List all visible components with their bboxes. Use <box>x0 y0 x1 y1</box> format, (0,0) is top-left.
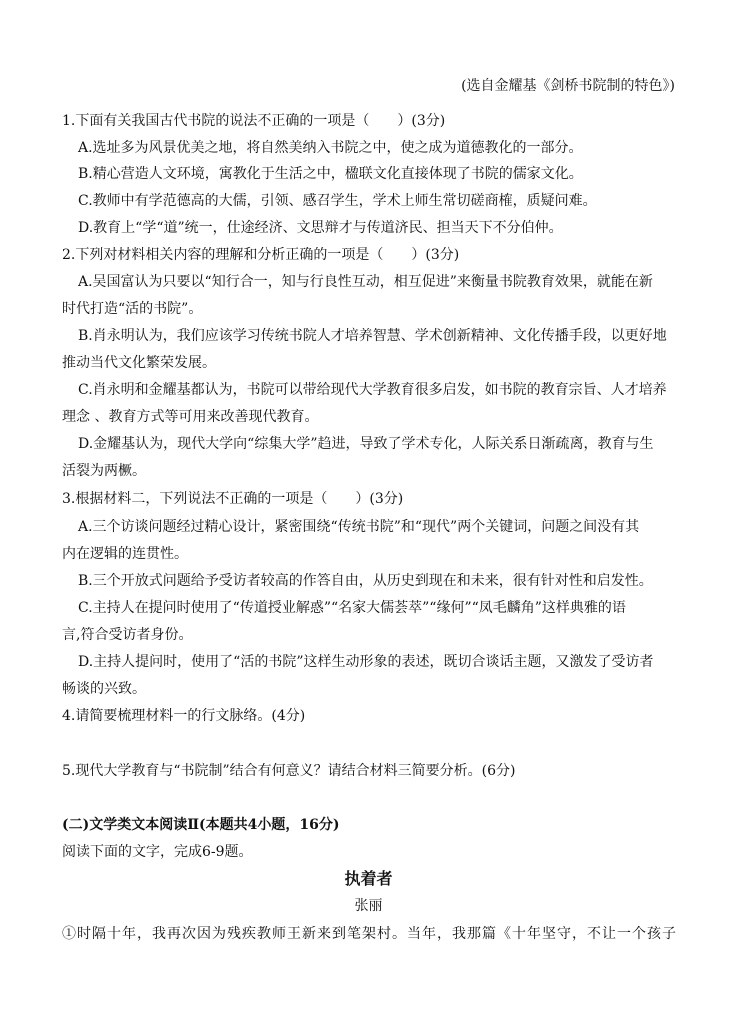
question-3-option-c-cont: 言,符合受访者身份。 <box>62 627 193 643</box>
question-3-option-b: B.三个开放式问题给予受访者较高的作答自由，从历史到现在和未来，很有针对性和启发性。 <box>78 573 653 589</box>
question-1-option-d: D.教育上“学“道”统一，仕途经济、文思辩才与传道济民、担当天下不分伯仲。 <box>78 220 563 236</box>
section-2-instruction: 阅读下面的文字，完成6-9题。 <box>62 844 253 860</box>
question-3-option-a: A.三个访谈问题经过精心设计，紧密围绕“传统书院”和“现代”两个关键词，问题之间没有其 <box>78 519 640 535</box>
question-3-option-a-cont: 内在逻辑的连贯性。 <box>62 546 188 562</box>
question-2-option-d: D.金耀基认为，现代大学向“综集大学”趋进，导致了学术专化，人际关系日渐疏离，教育与生 <box>78 436 654 452</box>
question-1-option-c: C.教师中有学范德高的大儒，引领、感召学生，学术上师生常切磋商榷，质疑问难。 <box>78 193 597 209</box>
question-3-option-c: C.主持人在提问时使用了“传道授业解惑”“名家大儒荟萃”“缘何”“凤毛麟角”这样典雅的语 <box>78 600 626 616</box>
source-citation: (选自金耀基《剑桥书院制的特色》) <box>461 78 675 94</box>
story-paragraph-1: ①时隔十年，我再次因为残疾教师王新来到笔架村。当年，我那篇《十年坚守，不让一个孩子 <box>62 926 677 942</box>
question-2-option-b: B.肖永明认为，我们应该学习传统书院人才培养智慧、学术创新精神、文化传播手段，以更好地 <box>78 328 667 344</box>
question-2-option-a-cont: 时代打造“活的书院”。 <box>62 301 203 317</box>
question-3-option-d-cont: 畅谈的兴致。 <box>62 681 146 697</box>
question-5-stem: 5.现代大学教育与“书院制”结合有何意义？请结合材料三简要分析。(6分) <box>62 763 516 779</box>
question-2-option-d-cont: 活裂为两橛。 <box>62 463 146 479</box>
question-4-stem: 4.请简要梳理材料一的行文脉络。(4分) <box>62 708 306 724</box>
section-2-heading: (二)文学类文本阅读Ⅱ(本题共4小题，16分) <box>62 817 340 833</box>
question-2-option-a: A.吴国富认为只要以“知行合一，知与行良性互动，相互促进”来衡量书院教育效果，就能在新 <box>78 274 653 290</box>
question-3-stem: 3.根据材料二，下列说法不正确的一项是（ ）(3分) <box>62 491 404 507</box>
story-title: 执着者 <box>344 869 393 888</box>
question-1-option-b: B.精心营造人文环境，寓教化于生活之中，楹联文化直接体现了书院的儒家文化。 <box>78 166 583 182</box>
question-2-stem: 2.下列对材料相关内容的理解和分析正确的一项是（ ）(3分) <box>62 247 460 263</box>
question-2-option-c: C.肖永明和金耀基都认为，书院可以带给现代大学教育很多启发，如书院的教育宗旨、人才培养 <box>78 382 667 398</box>
question-2-option-c-cont: 理念 、教育方式等可用来改善现代教育。 <box>62 409 319 425</box>
question-2-option-b-cont: 推动当代文化繁荣发展。 <box>62 355 216 371</box>
question-1-option-a: A.选址多为风景优美之地，将自然美纳入书院之中，使之成为道德教化的一部分。 <box>78 140 583 156</box>
question-1-stem: 1.下面有关我国古代书院的说法不正确的一项是（ ）(3分) <box>62 113 446 129</box>
story-author: 张丽 <box>354 898 383 914</box>
question-3-option-d: D.主持人提问时，使用了“活的书院”这样生动形象的表述，既切合谈话主题，又激发了受访者 <box>78 654 654 670</box>
